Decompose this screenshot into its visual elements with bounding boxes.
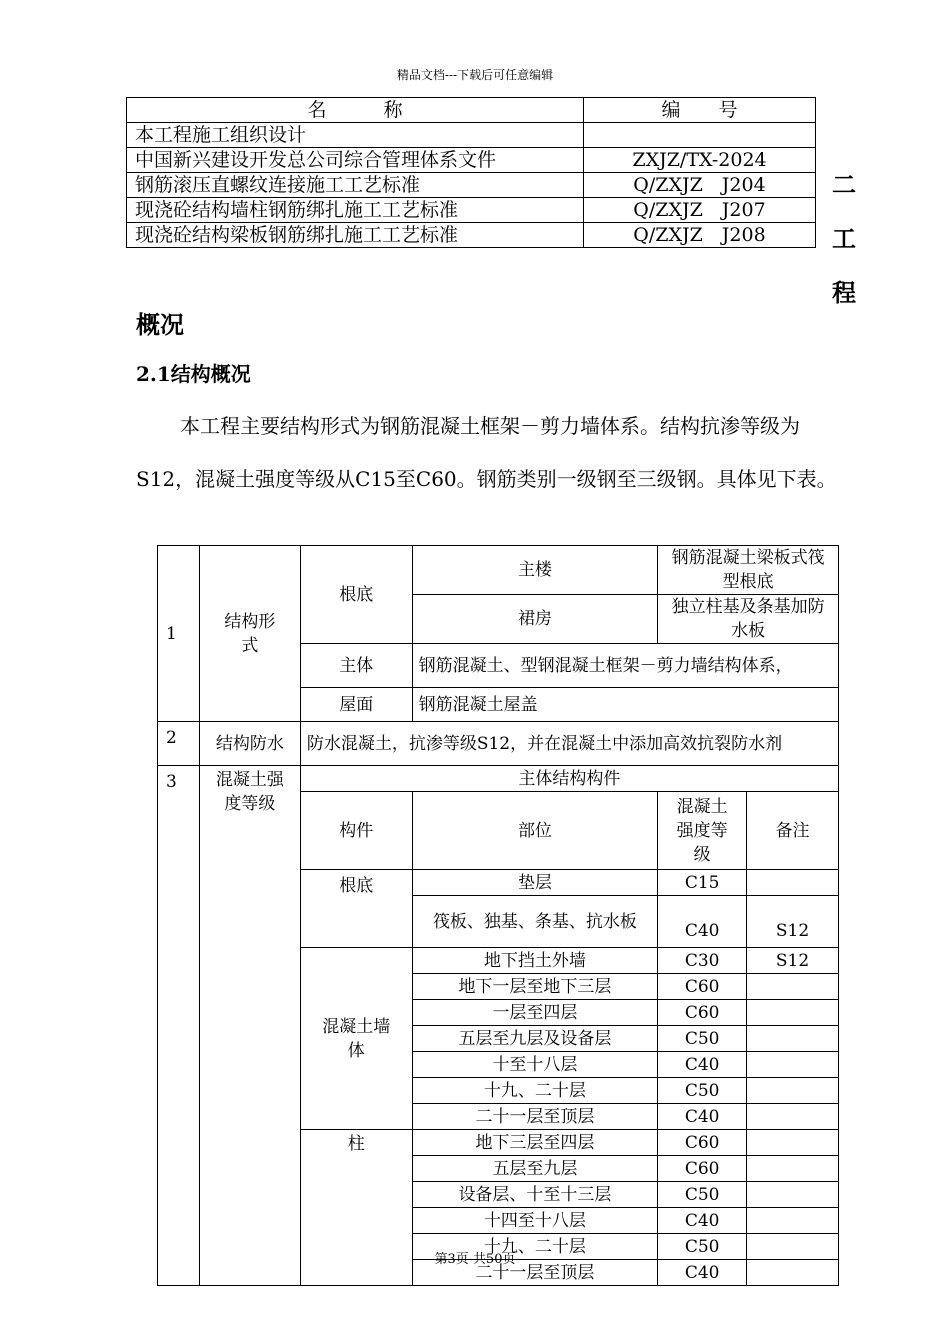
page-header: 精品文档---下载后可任意编辑 (396, 68, 554, 82)
note-cell (747, 1182, 839, 1208)
main-building-value: 钢筋混凝土梁板式筏型根底 (658, 546, 839, 595)
roof-value: 钢筋混凝土屋盖 (412, 688, 838, 722)
note-cell (747, 974, 839, 1000)
side-heading (830, 158, 858, 320)
location-cell: 地下一层至地下三层 (412, 974, 658, 1000)
podium-value: 独立柱基及条基加防水板 (658, 595, 839, 644)
location-cell: 五层至九层 (412, 1156, 658, 1182)
waterproof-value: 防水混凝土，抗渗等级S12，并在混凝土中添加高效抗裂防水剂 (300, 722, 838, 766)
table-row (127, 123, 816, 148)
subsection-heading: 2.1结构概况 (136, 362, 251, 386)
grade-cell: C50 (658, 1026, 747, 1052)
table-header-row (127, 98, 816, 123)
location-cell: 二十一层至顶层 (412, 1260, 658, 1286)
location-cell: 垫层 (412, 870, 658, 896)
table-row (127, 198, 816, 223)
grade-cell: C40 (658, 1208, 747, 1234)
row-label: 结构防水 (199, 722, 300, 766)
grade-cell: C60 (658, 1130, 747, 1156)
location-cell: 十九、二十层 (412, 1234, 658, 1260)
location-cell: 十九、二十层 (412, 1078, 658, 1104)
note-cell (747, 1026, 839, 1052)
reference-table (126, 97, 816, 248)
row-number: 3 (158, 766, 200, 1286)
location-cell: 十四至十八层 (412, 1208, 658, 1234)
grade-cell: C60 (658, 1000, 747, 1026)
col-location-header: 部位 (412, 792, 658, 870)
note-cell: S12 (747, 896, 839, 948)
location-cell: 筏板、独基、条基、抗水板 (412, 896, 658, 948)
side-heading-char: 程 (832, 278, 856, 307)
ref-code: Q/ZXJZ J204 (584, 173, 816, 198)
note-cell (747, 1208, 839, 1234)
grade-cell: C50 (658, 1078, 747, 1104)
grade-cell: C40 (658, 1104, 747, 1130)
foundation-label: 根底 (300, 546, 412, 644)
note-cell (747, 1000, 839, 1026)
grade-cell: C30 (658, 948, 747, 974)
grade-cell: C60 (658, 974, 747, 1000)
grade-cell: C60 (658, 1156, 747, 1182)
ref-name: 现浇砼结构墙柱钢筋绑扎施工工艺标准 (127, 198, 584, 223)
grade-cell: C15 (658, 870, 747, 896)
roof-label: 屋面 (300, 688, 412, 722)
location-cell: 十至十八层 (412, 1052, 658, 1078)
side-heading-char: 二 (832, 170, 856, 199)
note-cell (747, 1104, 839, 1130)
subtable-title: 主体结构构件 (300, 766, 838, 792)
row-label: 混凝土强度等级 (199, 766, 300, 1286)
note-cell: S12 (747, 948, 839, 974)
table-row (127, 223, 816, 248)
body-label: 主体 (300, 644, 412, 688)
grade-cell: C50 (658, 1234, 747, 1260)
podium-label: 裙房 (412, 595, 658, 644)
note-cell (747, 870, 839, 896)
col-note-header: 备注 (747, 792, 839, 870)
section-heading: 概况 (136, 310, 184, 339)
grade-cell: C50 (658, 1182, 747, 1208)
grade-cell: C40 (658, 1052, 747, 1078)
structure-table (157, 545, 839, 1286)
row-label: 结构形式 (199, 546, 300, 722)
main-building-label: 主楼 (412, 546, 658, 595)
ref-code: Q/ZXJZ J208 (584, 223, 816, 248)
member-cell: 根底 (300, 870, 412, 948)
col-member-header: 构件 (300, 792, 412, 870)
member-cell: 混凝土墙体 (300, 948, 412, 1130)
col-name-header: 名 称 (127, 98, 584, 123)
location-cell: 地下挡土外墙 (412, 948, 658, 974)
location-cell: 地下三层至四层 (412, 1130, 658, 1156)
location-cell: 五层至九层及设备层 (412, 1026, 658, 1052)
body-value: 钢筋混凝土、型钢混凝土框架－剪力墙结构体系， (412, 644, 838, 688)
location-cell: 设备层、十至十三层 (412, 1182, 658, 1208)
ref-name: 中国新兴建设开发总公司综合管理体系文件 (127, 148, 584, 173)
ref-code (584, 123, 816, 148)
row-number: 1 (158, 546, 200, 722)
grade-cell: C40 (658, 896, 747, 948)
table-row (127, 173, 816, 198)
grade-cell: C40 (658, 1260, 747, 1286)
note-cell (747, 1156, 839, 1182)
col-grade-header: 混凝土强度等级 (658, 792, 747, 870)
location-cell: 一层至四层 (412, 1000, 658, 1026)
col-code-header: 编 号 (584, 98, 816, 123)
location-cell: 二十一层至顶层 (412, 1104, 658, 1130)
side-heading-char: 工 (832, 224, 856, 253)
table-row (127, 148, 816, 173)
page-footer: 第3页 共50页 (434, 1252, 516, 1267)
ref-code: ZXJZ/TX-2024 (584, 148, 816, 173)
note-cell (747, 1052, 839, 1078)
member-cell: 柱 (300, 1130, 412, 1286)
ref-name: 钢筋滚压直螺纹连接施工工艺标准 (127, 173, 584, 198)
body-paragraph: 本工程主要结构形式为钢筋混凝土框架－剪力墙体系。结构抗渗等级为S12，混凝土强度等级从C15至C60。钢筋类别一级钢至三级钢。具体见下表。 (136, 414, 837, 491)
row-number: 2 (158, 722, 200, 766)
note-cell (747, 1130, 839, 1156)
ref-name: 本工程施工组织设计 (127, 123, 584, 148)
ref-code: Q/ZXJZ J207 (584, 198, 816, 223)
ref-name: 现浇砼结构梁板钢筋绑扎施工工艺标准 (127, 223, 584, 248)
note-cell (747, 1078, 839, 1104)
